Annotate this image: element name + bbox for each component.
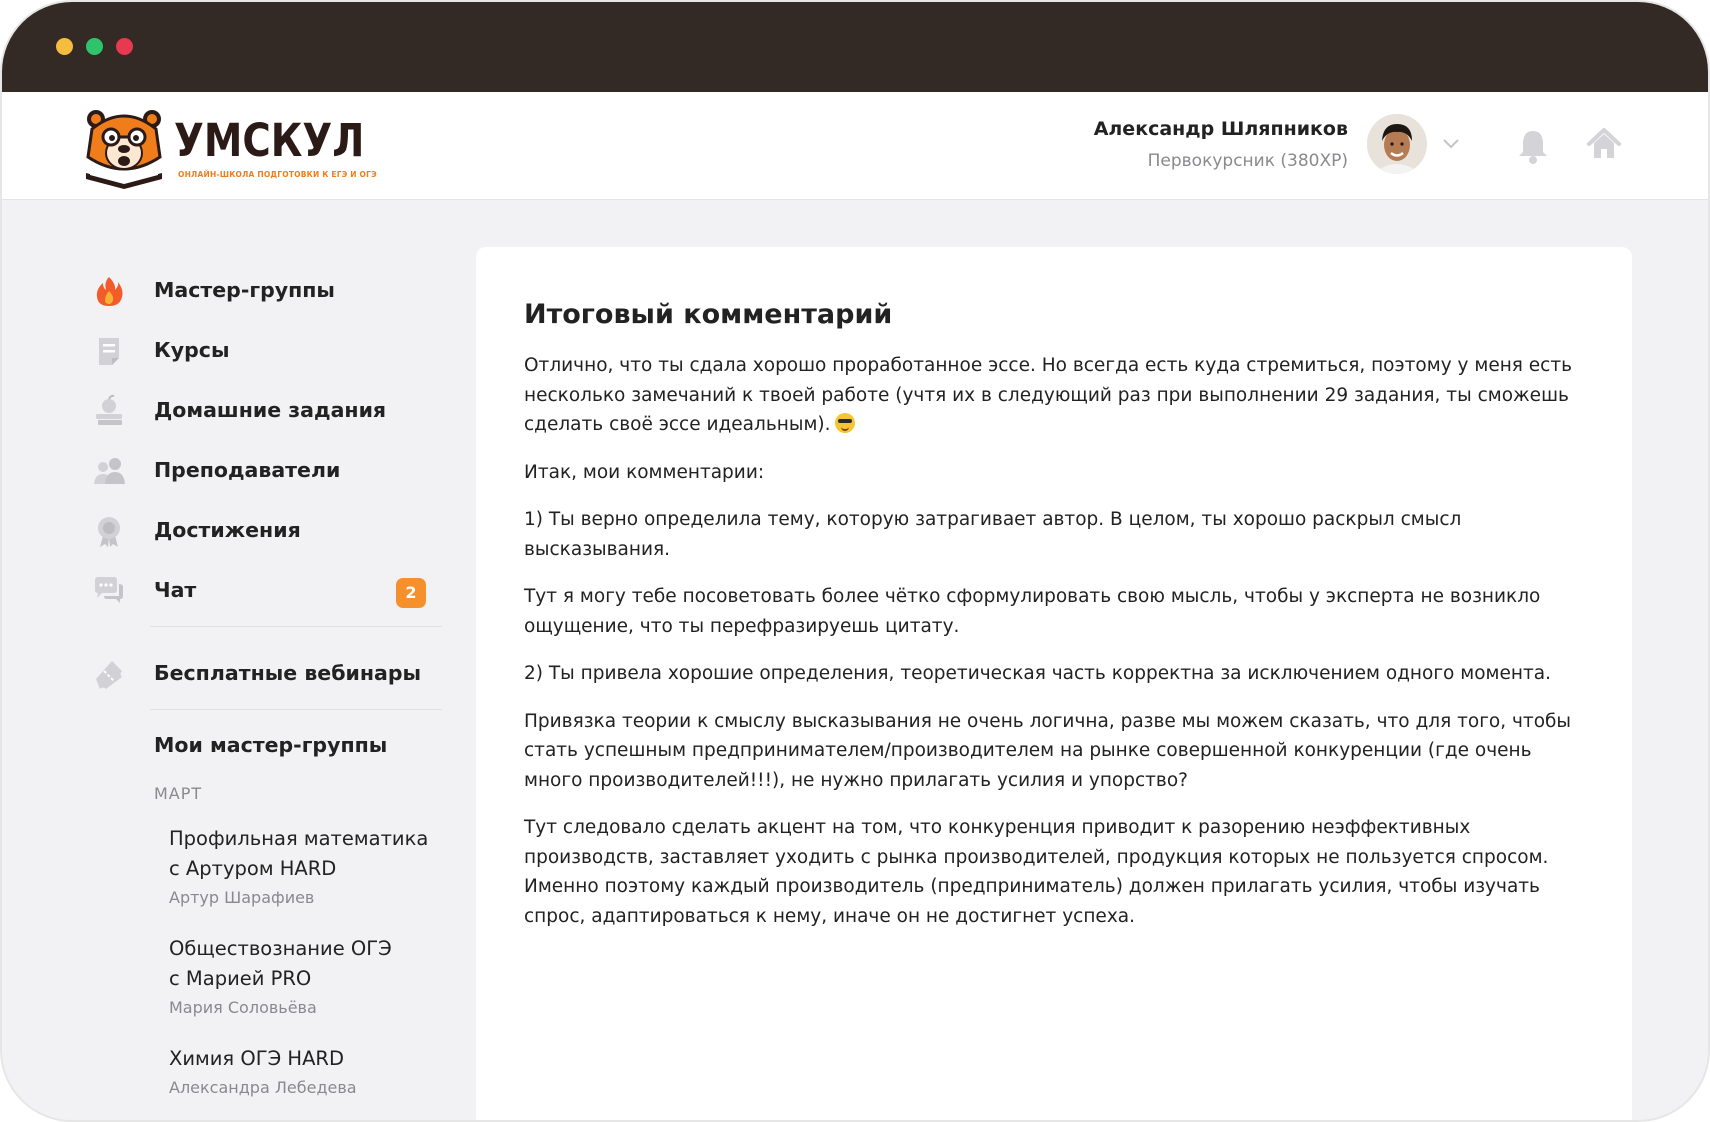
- teachers-icon: [92, 454, 126, 488]
- home-icon[interactable]: [1586, 126, 1622, 162]
- ticket-icon: [92, 657, 126, 691]
- logo-subtitle: ОНЛАЙН-ШКОЛА ПОДГОТОВКИ К ЕГЭ И ОГЭ: [178, 170, 377, 179]
- group-list-item[interactable]: [169, 824, 459, 912]
- sidebar-item-label: Бесплатные вебинары: [154, 661, 422, 685]
- chat-unread-badge: 2: [396, 578, 426, 608]
- sidebar-item-label: Достижения: [154, 518, 301, 542]
- fire-icon: [92, 274, 126, 308]
- month-label: МАРТ: [154, 784, 203, 803]
- comment-paragraph-text: Отлично, что ты сдала хорошо проработанное эссе. Но всегда есть куда стремиться, поэтому у меня есть несколько замечаний к твоей работе (учтя их в следующий раз при выполнении 29 задания, ты сможешь сделать своё эссе идеальным).: [524, 355, 1573, 435]
- group-title: с Артуром HARD: [169, 857, 337, 880]
- sidebar-item-homework[interactable]: [92, 390, 432, 430]
- apple-books-icon: [92, 394, 126, 428]
- sidebar-item-label: Преподаватели: [154, 458, 341, 482]
- comment-paragraph: Тут я могу тебе посоветовать более чётко сформулировать свою мысль, чтобы у эксперта не возникло ощущение, что ты перефразируешь цитату.: [524, 586, 1541, 637]
- window-titlebar: [2, 2, 1708, 92]
- group-title: Обществознание ОГЭ: [169, 937, 392, 960]
- chevron-down-icon[interactable]: [1442, 136, 1460, 150]
- comment-paragraph: 2) Ты привела хорошие определения, теоретическая часть корректна за исключением одного момента.: [524, 663, 1551, 684]
- sidebar-divider: [150, 709, 442, 710]
- sidebar: [2, 200, 472, 1122]
- group-title: Профильная математика: [169, 827, 429, 850]
- group-list-item[interactable]: [169, 1044, 459, 1102]
- medal-icon: [92, 514, 126, 548]
- bear-logo-icon: [82, 107, 166, 189]
- sunglasses-emoji-icon: [835, 413, 855, 433]
- minimize-window-button[interactable]: [56, 38, 73, 55]
- bell-icon[interactable]: [1516, 128, 1550, 164]
- sidebar-item-master-groups[interactable]: [92, 270, 432, 310]
- maximize-window-button[interactable]: [86, 38, 103, 55]
- comment-paragraph: 1) Ты верно определила тему, которую затрагивает автор. В целом, ты хорошо раскрыл смысл высказывания.: [524, 509, 1462, 560]
- chat-icon: [92, 574, 126, 608]
- sidebar-item-label: Домашние задания: [154, 398, 387, 422]
- user-avatar-icon: [1367, 114, 1427, 174]
- logo-title: УМСКУЛ: [174, 114, 365, 167]
- my-groups-heading: Мои мастер-группы: [154, 733, 388, 757]
- sidebar-item-teachers[interactable]: [92, 450, 432, 490]
- close-window-button[interactable]: [116, 38, 133, 55]
- comment-body: [524, 351, 1594, 949]
- comment-card: [476, 247, 1632, 1122]
- user-level: Первокурсник (380XP): [1147, 151, 1348, 171]
- comment-paragraph: [524, 351, 1594, 440]
- logo-link[interactable]: [82, 107, 382, 189]
- sidebar-item-label: Мастер-группы: [154, 278, 335, 302]
- sidebar-item-label: Курсы: [154, 338, 230, 362]
- group-title: с Марией PRO: [169, 967, 312, 990]
- avatar[interactable]: [1367, 114, 1427, 174]
- user-name[interactable]: Александр Шляпников: [1093, 118, 1348, 140]
- comment-paragraph: Привязка теории к смыслу высказывания не очень логична, разве мы можем сказать, что для того, чтобы стать успешным предпринимателем/производителем на рынке совершенной конкуренции (где очень много производителей!!!), не нужно прилагать усилия и упорство?: [524, 710, 1572, 791]
- sidebar-item-courses[interactable]: [92, 330, 432, 370]
- comment-paragraph: Тут следовало сделать акцент на том, что конкуренция приводит к разорению неэффективных производств, заставляет уходить с рынка производителей, продукция которых не пользуется спросом. Именно поэтому каждый производитель (предприниматель) должен прилагать усилия, чтобы изучать спрос, адаптироваться к нему, иначе он не достигнет успеха.: [524, 817, 1549, 927]
- group-teacher: Артур Шарафиев: [169, 888, 315, 907]
- group-teacher: Александра Лебедева: [169, 1078, 357, 1097]
- page-title: Итоговый комментарий: [524, 299, 893, 330]
- sidebar-item-free-webinars[interactable]: [92, 653, 432, 693]
- group-list-item[interactable]: [169, 934, 459, 1022]
- document-icon: [92, 334, 126, 368]
- sidebar-item-label: Чат: [154, 578, 197, 602]
- sidebar-divider: [150, 626, 442, 627]
- sidebar-item-achievements[interactable]: [92, 510, 432, 550]
- site-header: [2, 92, 1708, 200]
- sidebar-item-chat[interactable]: [92, 570, 432, 610]
- group-title: Химия ОГЭ HARD: [169, 1047, 344, 1070]
- group-teacher: Мария Соловьёва: [169, 998, 317, 1017]
- comment-paragraph: Итак, мои комментарии:: [524, 461, 765, 483]
